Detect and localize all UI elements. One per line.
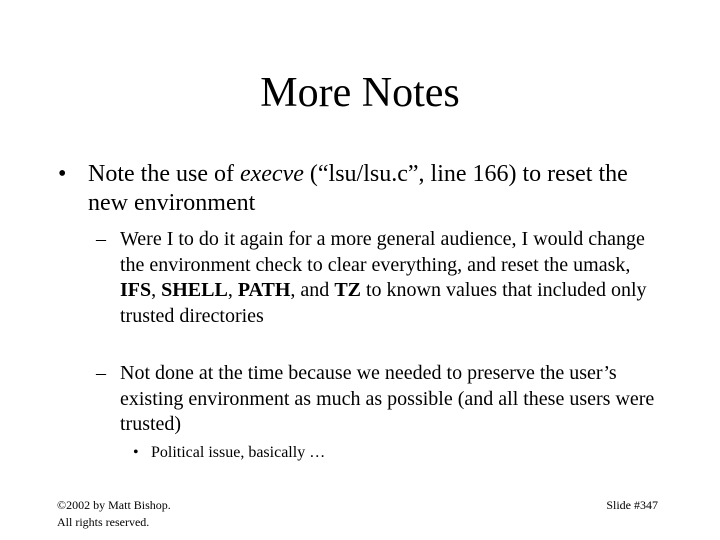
sub-sub-text: Political issue, basically … bbox=[151, 444, 326, 461]
tz-term: TZ bbox=[334, 279, 361, 301]
bullet-marker: • bbox=[58, 161, 67, 187]
ifs-term: IFS bbox=[120, 279, 152, 301]
sub-bullet-environment-check bbox=[96, 227, 670, 329]
execve-term: execve bbox=[239, 161, 304, 187]
sub-text-a: Were I to do it again for a more general audience, I would change the environment check to clear everything, and reset the umask, bbox=[120, 228, 645, 276]
slide-number: Slide #347 bbox=[606, 498, 658, 512]
copyright-line: ©2002 by Matt Bishop. bbox=[57, 498, 171, 512]
sub-sub-bullet-political bbox=[133, 443, 651, 463]
bullet-text-before: Note the use of bbox=[88, 161, 240, 187]
sub-bullet-not-done bbox=[96, 361, 670, 438]
sub-text: Not done at the time because we needed to preserve the user’s existing environment as much as possible (and all these users were trusted) bbox=[120, 362, 655, 435]
separator: , bbox=[151, 279, 162, 301]
bullet-marker: • bbox=[133, 444, 139, 461]
rights-line: All rights reserved. bbox=[57, 515, 150, 529]
separator: , bbox=[227, 279, 238, 301]
slide-title: More Notes bbox=[260, 70, 460, 116]
dash-marker: – bbox=[96, 362, 106, 384]
bullet-execve bbox=[58, 160, 668, 218]
dash-marker: – bbox=[96, 228, 106, 250]
separator: , and bbox=[290, 279, 335, 301]
sub-text-b: to known values that included only trusted directories bbox=[120, 279, 647, 327]
shell-term: SHELL bbox=[161, 279, 228, 301]
bullet-text-after: (“lsu/lsu.c”, line 166) to reset the new environment bbox=[88, 161, 628, 216]
footer-copyright bbox=[57, 497, 171, 531]
path-term: PATH bbox=[237, 279, 291, 301]
